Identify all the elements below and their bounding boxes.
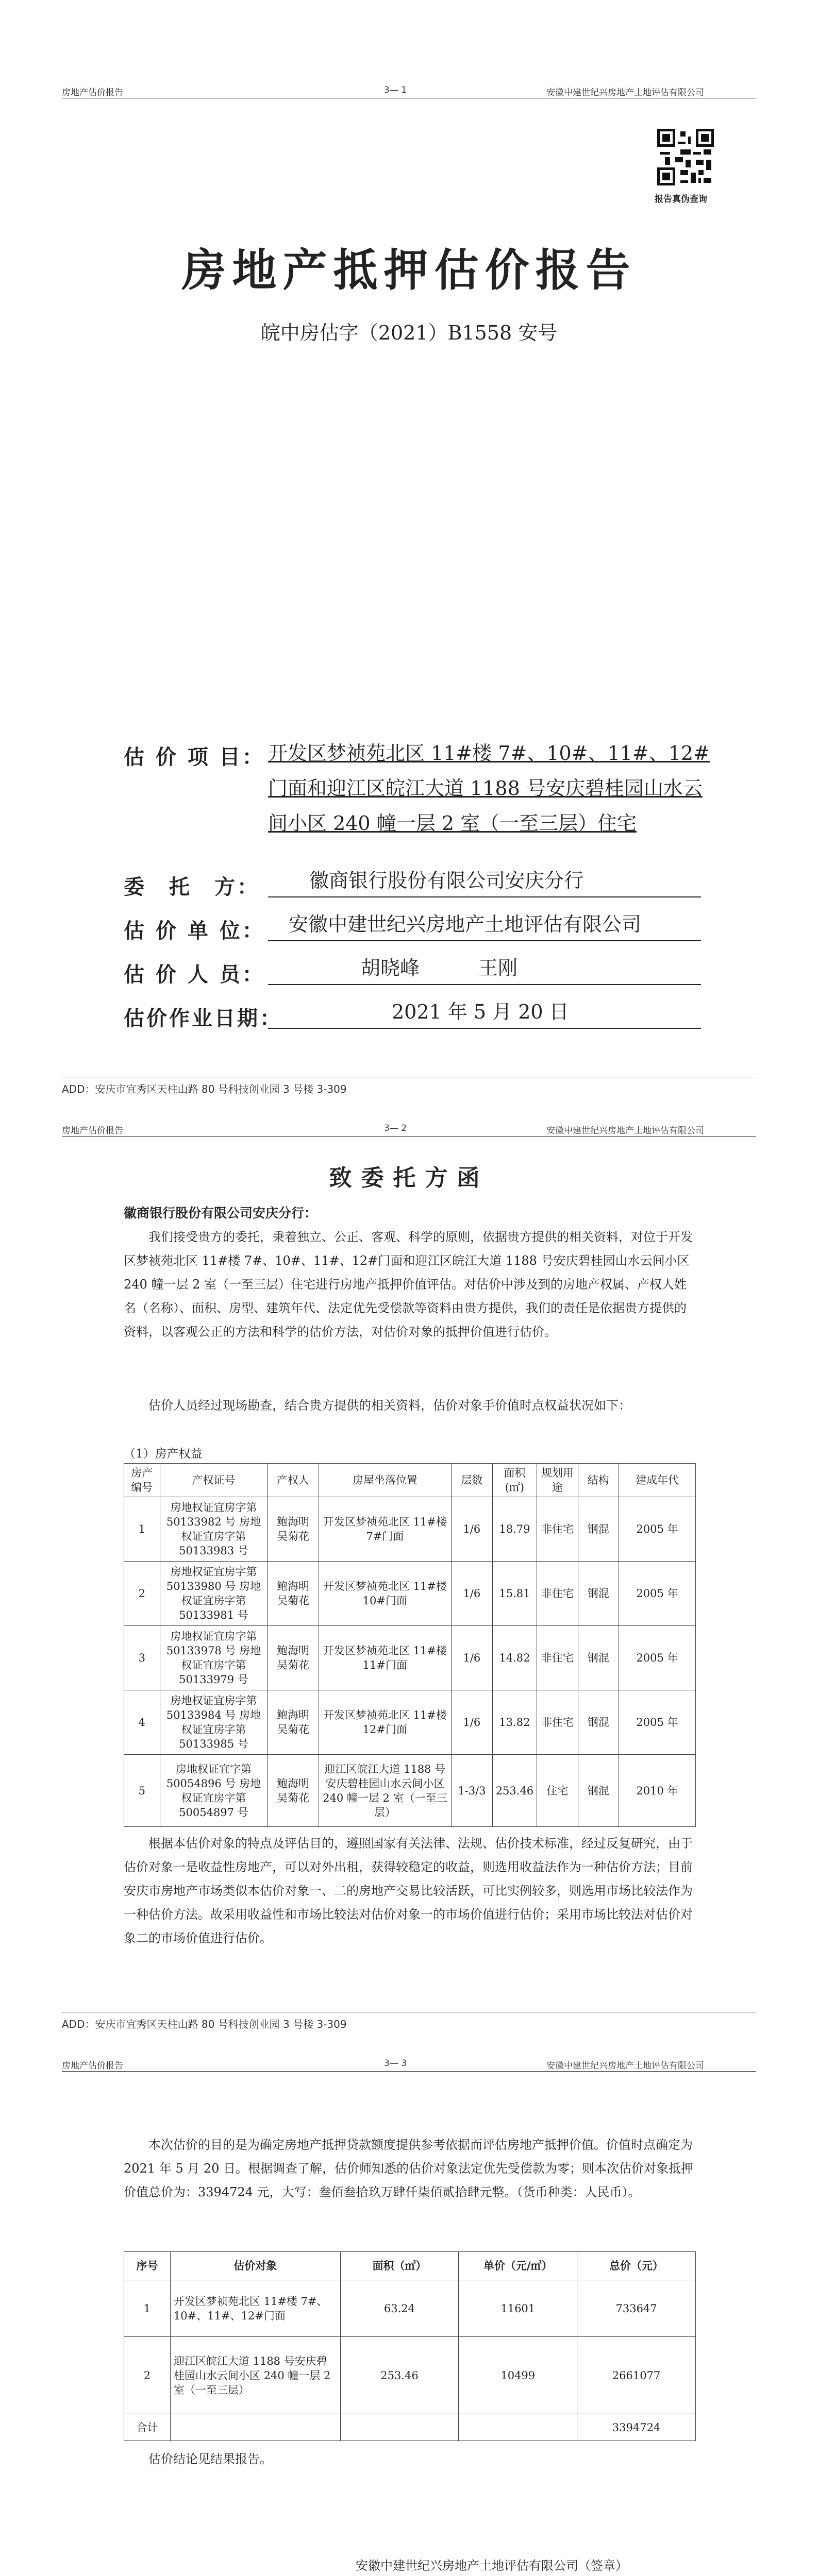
column-header: 面积（㎡） [340, 2252, 459, 2280]
date-underline [268, 1028, 701, 1029]
page-header-right: 安徽中建世纪兴房地产土地评估有限公司 [546, 1126, 704, 1136]
page-header-number: 3— 1 [384, 85, 407, 95]
cell-no: 5 [124, 1755, 160, 1827]
column-header: 单价（元/㎡） [459, 2252, 577, 2280]
cell-year: 2005 年 [619, 1497, 695, 1562]
column-header: 房产编号 [124, 1464, 160, 1497]
qr-code-icon [657, 129, 714, 185]
letter-paragraph-2: 估价人员经过现场勘查，结合贵方提供的相关资料，估价对象手价值时点权益状况如下： [148, 1398, 631, 1413]
signature-company: 安徽中建世纪兴房地产土地评估有限公司（签章） [356, 2558, 628, 2573]
page-header-left: 房地产估价报告 [62, 1126, 123, 1136]
cell-year: 2005 年 [619, 1562, 695, 1626]
column-header: 序号 [124, 2252, 171, 2280]
cell-area: 253.46 [340, 2337, 459, 2414]
cell-cert: 房地权证宜房字第 50133984 号 房地权证宜房字第 50133985 号 [160, 1690, 268, 1755]
page-header-left: 房地产估价报告 [62, 88, 123, 98]
cell-owner: 鲍海明 吴菊花 [268, 1690, 319, 1755]
cell-no: 3 [124, 1626, 160, 1690]
cell-no: 4 [124, 1690, 160, 1755]
cell-cert: 房地权证宜房字第 50133978 号 房地权证宜房字第 50133979 号 [160, 1626, 268, 1690]
cell-year: 2005 年 [619, 1690, 695, 1755]
cell-use: 非住宅 [537, 1626, 578, 1690]
cell-location: 开发区梦祯苑北区 11#楼 12#门面 [319, 1690, 452, 1755]
cell-empty [459, 2414, 577, 2441]
table-row [124, 1690, 696, 1755]
page-footer: ADD：安庆市宜秀区天柱山路 80 号科技创业园 3 号楼 3-309 [62, 1083, 347, 1095]
cell-use: 非住宅 [537, 1562, 578, 1626]
cell-no: 2 [124, 2337, 171, 2414]
cell-floors: 1/6 [452, 1562, 493, 1626]
cell-no: 2 [124, 1562, 160, 1626]
unit-underline [268, 940, 701, 941]
table-row [124, 2337, 696, 2414]
table-header-row [124, 1464, 696, 1497]
column-header: 规划用途 [537, 1464, 578, 1497]
cell-owner: 鲍海明 吴菊花 [268, 1626, 319, 1690]
page-header-right: 安徽中建世纪兴房地产土地评估有限公司 [546, 2061, 704, 2071]
cell-cert: 房地权证宜字第 50054896 号 房地权证宜房字第 50054897 号 [160, 1755, 268, 1827]
valuation-table [124, 2251, 696, 2441]
column-header: 产权证号 [160, 1464, 268, 1497]
column-header: 层数 [452, 1464, 493, 1497]
letter-addressee: 徽商银行股份有限公司安庆分行： [124, 1206, 318, 1221]
cell-empty [170, 2414, 340, 2441]
letter-paragraph-5: 估价结论见结果报告。 [148, 2452, 272, 2466]
unit-value: 安徽中建世纪兴房地产土地评估有限公司 [289, 913, 642, 936]
cell-year: 2010 年 [619, 1755, 695, 1827]
table-row [124, 1497, 696, 1562]
date-value: 2021 年 5 月 20 日 [392, 1001, 569, 1023]
column-header: 房屋坐落位置 [319, 1464, 452, 1497]
cell-area: 253.46 [492, 1755, 537, 1827]
table-row [124, 1755, 696, 1827]
cell-owner: 鲍海明 吴菊花 [268, 1755, 319, 1827]
cell-object: 开发区梦祯苑北区 11#楼 7#、10#、11#、12#门面 [170, 2280, 340, 2337]
column-header: 结构 [578, 1464, 619, 1497]
cell-cert: 房地权证宜房字第 50133980 号 房地权证宜房字第 50133981 号 [160, 1562, 268, 1626]
cell-struct: 钢混 [578, 1755, 619, 1827]
header-rule [62, 1136, 756, 1137]
letter-paragraph-4: 本次估价的目的是为确定房地产抵押贷款额度提供参考依据而评估房地产抵押价值。价值时点确定为 2021 年 5 月 20 日。根据调查了解，估价师知悉的估价对象法定优先受偿款为零；则本次估价对象抵押价值总价为：3394724 元，大写：叁佰叁拾玖万肆仟柒佰贰拾肆元整。（货币种类：人民币）。 [124, 2138, 694, 2199]
cell-floors: 1/6 [452, 1690, 493, 1755]
cell-location: 开发区梦祯苑北区 11#楼 11#门面 [319, 1626, 452, 1690]
staff-underline [268, 984, 701, 985]
staff-value: 胡晓峰 王刚 [361, 957, 518, 979]
cell-location: 开发区梦祯苑北区 11#楼 7#门面 [319, 1497, 452, 1562]
cell-owner: 鲍海明 吴菊花 [268, 1497, 319, 1562]
page-header-right: 安徽中建世纪兴房地产土地评估有限公司 [546, 88, 704, 98]
table-sum-row [124, 2414, 696, 2441]
cell-use: 非住宅 [537, 1497, 578, 1562]
cell-empty [340, 2414, 459, 2441]
cell-floors: 1/6 [452, 1497, 493, 1562]
column-header: 建成年代 [619, 1464, 695, 1497]
cell-area: 18.79 [492, 1497, 537, 1562]
client-label: 委 托 方： [124, 875, 260, 899]
client-value: 徽商银行股份有限公司安庆分行 [309, 869, 584, 892]
report-title: 房地产抵押估价报告 [181, 244, 637, 296]
unit-label: 估 价 单 位： [124, 919, 265, 943]
property-table-caption: （1）房产权益 [124, 1447, 203, 1461]
cell-sum-label: 合计 [124, 2414, 171, 2441]
table-row [124, 1562, 696, 1626]
cell-object: 迎江区皖江大道 1188 号安庆碧桂园山水云间小区 240 幢一层 2 室（一至三层） [170, 2337, 340, 2414]
cell-location: 开发区梦祯苑北区 11#楼 10#门面 [319, 1562, 452, 1626]
date-label: 估价作业日期： [124, 1006, 282, 1030]
column-header: 总价（元） [577, 2252, 696, 2280]
column-header: 面积(㎡) [492, 1464, 537, 1497]
page-header-number: 3— 2 [384, 1123, 407, 1133]
property-rights-table [124, 1463, 696, 1827]
cell-floors: 1-3/3 [452, 1755, 493, 1827]
cell-unit-price: 10499 [459, 2337, 577, 2414]
staff-label: 估 价 人 员： [124, 962, 265, 987]
project-value: 开发区梦祯苑北区 11#楼 7#、10#、11#、12#门面和迎江区皖江大道 1188 号安庆碧桂园山水云间小区 240 幢一层 2 室（一至三层）住宅 [268, 742, 710, 835]
report-number: 皖中房估字（2021）B1558 安号 [260, 321, 558, 344]
column-header: 产权人 [268, 1464, 319, 1497]
table-header-row [124, 2252, 696, 2280]
cell-struct: 钢混 [578, 1690, 619, 1755]
header-rule [62, 2071, 756, 2072]
client-underline [268, 896, 701, 897]
page-footer: ADD：安庆市宜秀区天柱山路 80 号科技创业园 3 号楼 3-309 [62, 2018, 347, 2030]
page-header-number: 3— 3 [384, 2058, 407, 2069]
letter-paragraph-3: 根据本估价对象的特点及评估目的，遵照国家有关法律、法规、估价技术标准，经过反复研究，由于估价对象一是收益性房地产，可以对外出租，获得较稳定的收益，则选用收益法作为一种估价方法；目前安庆市房地产市场类似本估价对象一、二的房地产交易比较活跃，可比实例较多，则选用市场比较法作为一种估价方法。故采用收益性和市场比较法对估价对象一的市场价值进行估价；采用市场比较法对估价对象二的市场价值进行估价。 [124, 1836, 693, 1945]
cell-struct: 钢混 [578, 1562, 619, 1626]
cell-cert: 房地权证宜房字第 50133982 号 房地权证宜房字第 50133983 号 [160, 1497, 268, 1562]
cell-use: 非住宅 [537, 1690, 578, 1755]
cell-unit-price: 11601 [459, 2280, 577, 2337]
cell-area: 63.24 [340, 2280, 459, 2337]
cell-area: 15.81 [492, 1562, 537, 1626]
cell-no: 1 [124, 1497, 160, 1562]
cell-year: 2005 年 [619, 1626, 695, 1690]
page-header-left: 房地产估价报告 [62, 2061, 123, 2071]
table-row [124, 2280, 696, 2337]
cell-owner: 鲍海明 吴菊花 [268, 1562, 319, 1626]
cell-struct: 钢混 [578, 1626, 619, 1690]
column-header: 估价对象 [170, 2252, 340, 2280]
cell-total: 2661077 [577, 2337, 696, 2414]
cell-no: 1 [124, 2280, 171, 2337]
cell-area: 14.82 [492, 1626, 537, 1690]
letter-heading: 致委托方函 [329, 1165, 489, 1191]
cell-struct: 钢混 [578, 1497, 619, 1562]
project-label: 估 价 项 目： [124, 745, 265, 769]
qr-caption: 报告真伪查询 [655, 194, 707, 205]
cell-use: 住宅 [537, 1755, 578, 1827]
cell-area: 13.82 [492, 1690, 537, 1755]
cell-location: 迎江区皖江大道 1188 号安庆碧桂园山水云间小区 240 幢一层 2 室（一至三层） [319, 1755, 452, 1827]
cell-total: 733647 [577, 2280, 696, 2337]
table-row [124, 1626, 696, 1690]
cell-sum-total: 3394724 [577, 2414, 696, 2441]
cell-floors: 1/6 [452, 1626, 493, 1690]
letter-paragraph-1: 我们接受贵方的委托，秉着独立、公正、客观、科学的原则，依据贵方提供的相关资料，对位于开发区梦祯苑北区 11#楼 7#、10#、11#、12#门面和迎江区皖江大道 1188 号安庆碧桂园山水云间小区 240 幢一层 2 室（一至三层）住宅进行房地产抵押价值评估。对估价中涉及到的房地产权属、产权人姓名（名称）、面积、房型、建筑年代、法定优先受偿款等资料由贵方提供，我们的责任是依据贵方提供的资料，以客观公正的方法和科学的估价方法，对估价对象的抵押价值进行估价。 [124, 1230, 693, 1339]
